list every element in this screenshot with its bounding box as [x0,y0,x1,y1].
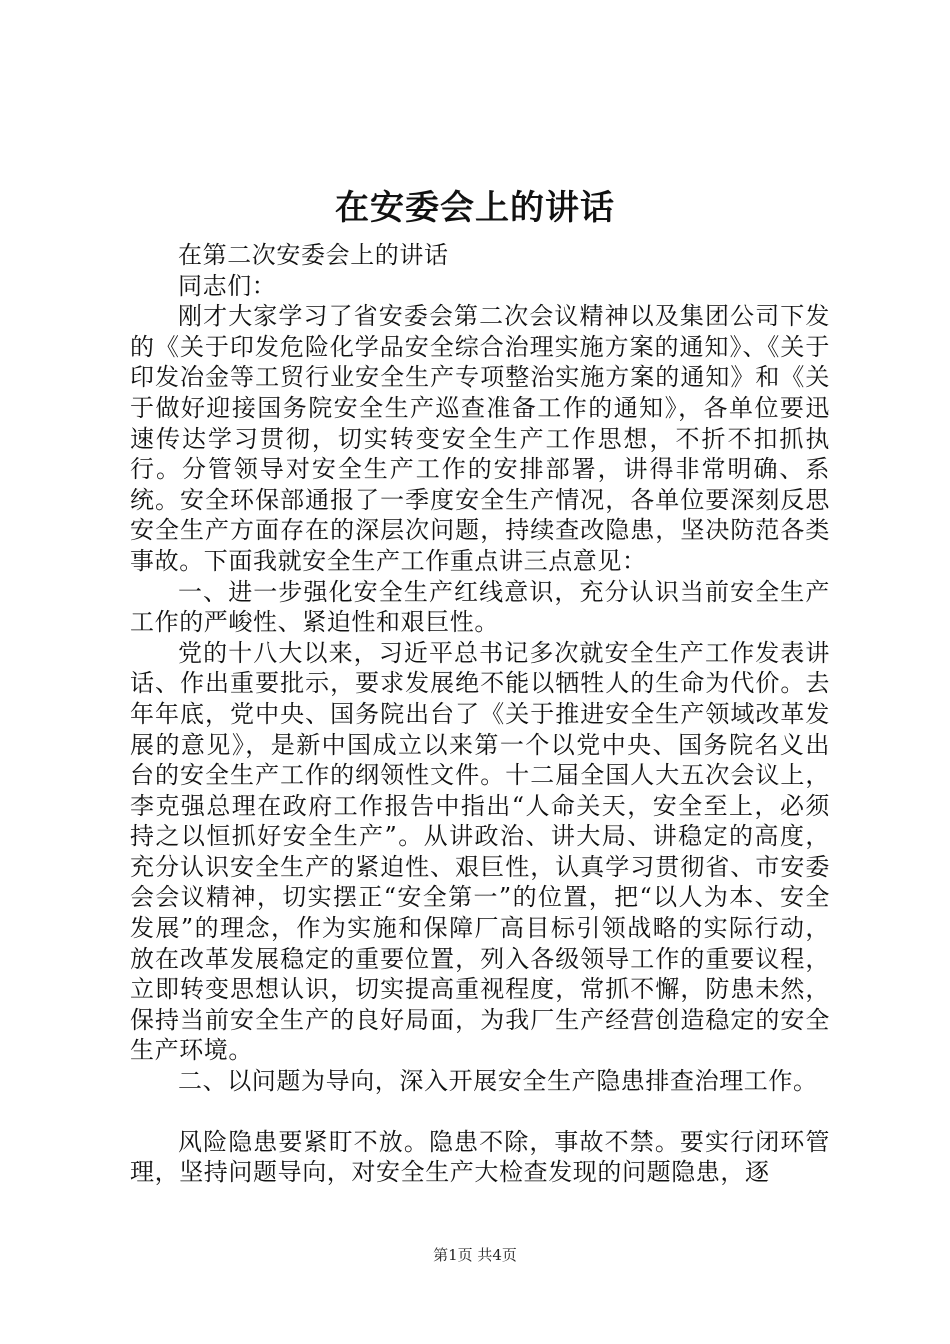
subtitle-paragraph: 在第二次安委会上的讲话 [178,241,449,269]
document-title: 在安委会上的讲话 [335,188,615,228]
intro-paragraph: 刚才大家学习了省安委会第二次会议精神以及集团公司下发的《关于印发危险化学品安全综合治理实施方案的通知》、《关于印发冶金等工贸行业安全生产专项整治实施方案的通知》和《关于做好迎接国务院安全生产巡查准备工作的通知》，各单位要迅速传达学习贯彻，切实转变安全生产工作思想，不折不扣抓执行。分管领导对安全生产工作的安排部署，讲得非常明确、系统。安全环保部通报了一季度安全生产情况，各单位要深刻反思安全生产方面存在的深层次问题，持续查改隐患，坚决防范各类事故。下面我就安全生产工作重点讲三点意见： [130,302,830,575]
section-heading-1: 一、进一步强化安全生产红线意识，充分认识当前安全生产工作的严峻性、紧迫性和艰巨性。 [130,577,830,637]
body-paragraph: 党的十八大以来，习近平总书记多次就安全生产工作发表讲话、作出重要批示，要求发展绝不能以牺牲人的生命为代价。去年年底，党中央、国务院出台了《关于推进安全生产领域改革发展的意见》，是新中国成立以来第一个以党中央、国务院名义出台的安全生产工作的纲领性文件。十二届全国人大五次会议上，李克强总理在政府工作报告中指出“人命关天，安全至上，必须持之以恒抓好安全生产”。从讲政治、讲大局、讲稳定的高度，充分认识安全生产的紧迫性、艰巨性，认真学习贯彻省、市安委会会议精神，切实摆正“安全第一”的位置，把“以人为本、安全发展”的理念，作为实施和保障厂高目标引领战略的实际行动，放在改革发展稳定的重要位置，列入各级领导工作的重要议程，立即转变思想认识，切实提高重视程度，常抓不懈，防患未然，保持当前安全生产的良好局面，为我厂生产经营创造稳定的安全生产环境。 [130,638,830,1065]
document-body [130,240,830,1188]
page-number-footer: 第1页 共4页 [433,1246,517,1264]
section-heading-2: 二、以问题为导向，深入开展安全生产隐患排查治理工作。 [178,1067,818,1096]
salutation-paragraph: 同志们： [178,271,277,300]
body-paragraph: 风险隐患要紧盯不放。隐患不除，事故不禁。要实行闭环管理，坚持问题导向，对安全生产大检查发现的问题隐患，逐 [130,1127,830,1187]
